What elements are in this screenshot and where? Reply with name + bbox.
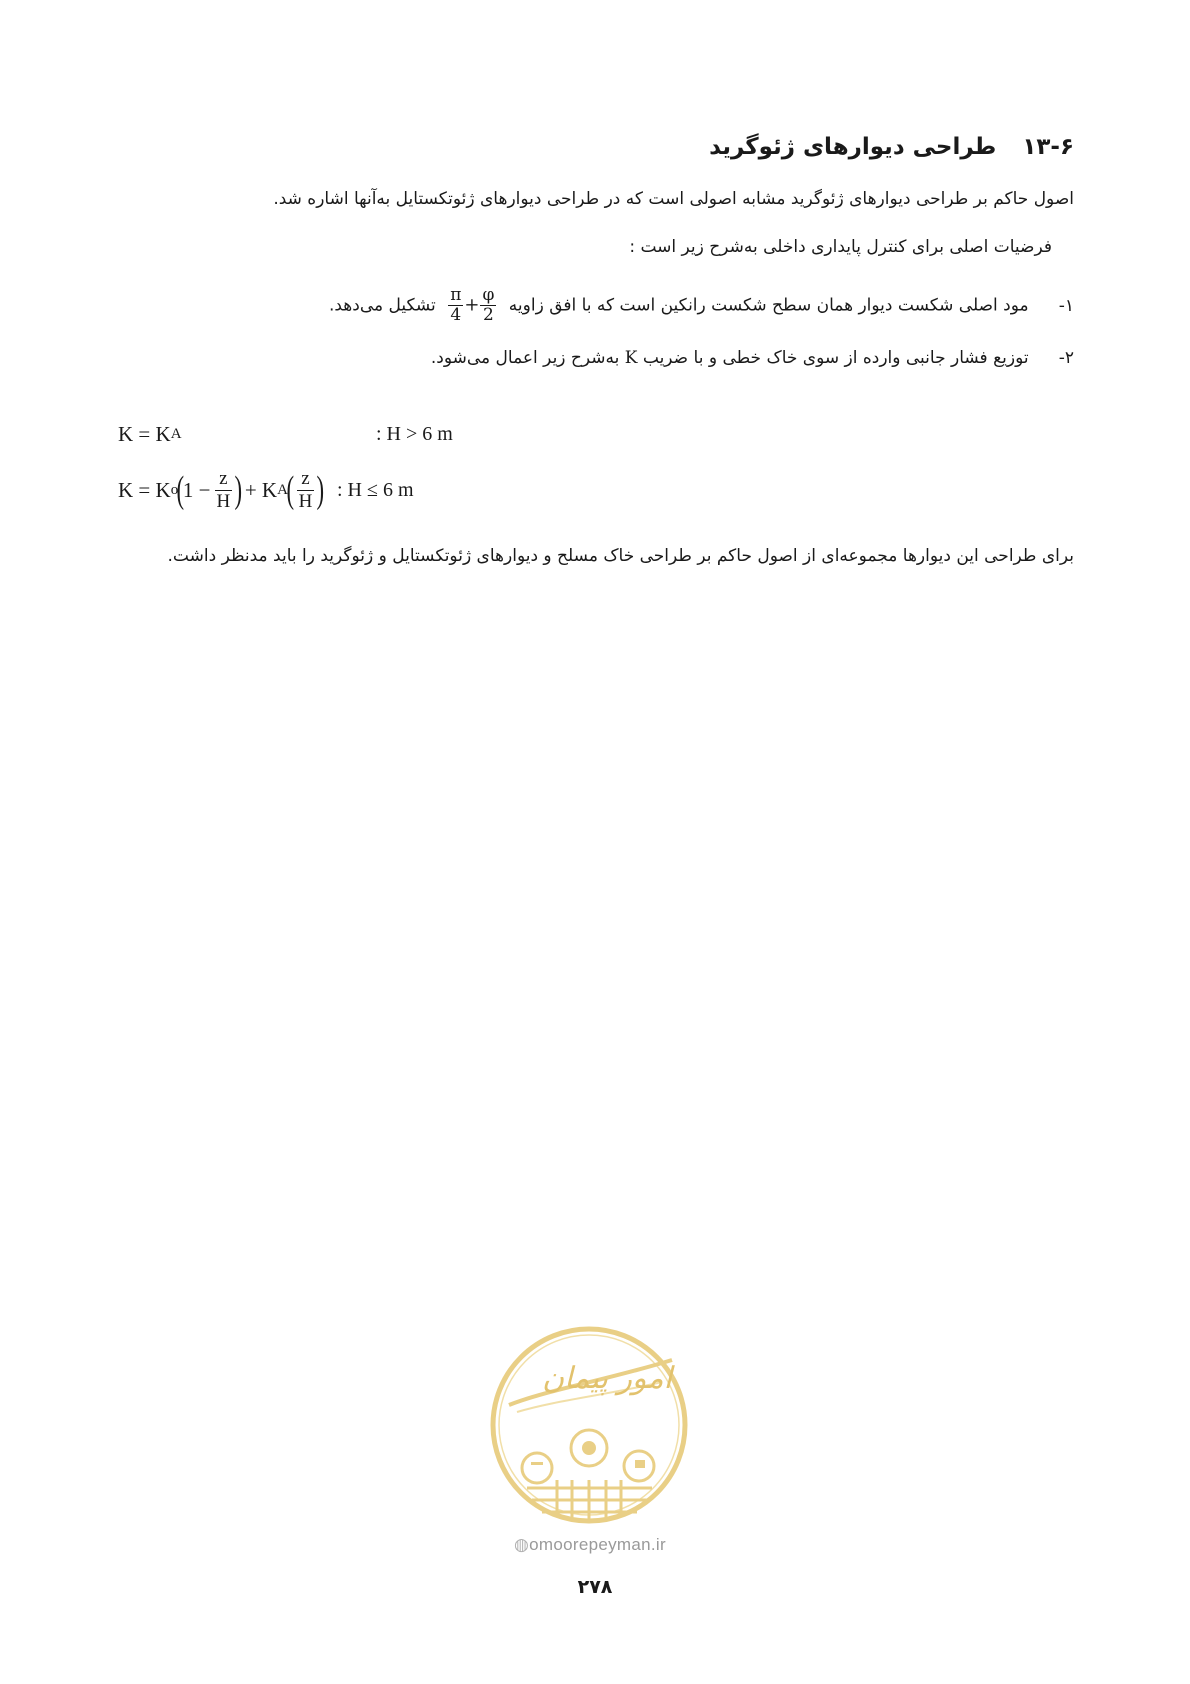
k-symbol: K bbox=[624, 348, 638, 368]
fraction-denominator: H bbox=[216, 490, 231, 512]
watermark-logo bbox=[487, 1320, 692, 1530]
section-heading bbox=[174, 130, 1074, 164]
page-number: ۲۷۸ bbox=[577, 1576, 613, 1598]
list-item-1 bbox=[114, 286, 1074, 325]
eq1-subscript: A bbox=[170, 426, 182, 442]
section-title: طراحی دیوارهای ژئوگرید bbox=[709, 134, 997, 160]
eq2-condition: : H ≤ 6 m bbox=[336, 478, 414, 501]
open-paren: ( bbox=[176, 469, 185, 511]
eq2-plus-k: + K bbox=[244, 477, 278, 502]
angle-formula bbox=[447, 286, 497, 325]
fraction-numerator: z bbox=[215, 468, 231, 491]
eq2-lhs: K = K bbox=[118, 477, 171, 502]
fraction-denominator: 4 bbox=[450, 305, 462, 325]
item-text-before: مود اصلی شکست دیوار همان سطح شکست رانکین است که با افق زاویه bbox=[508, 295, 1029, 316]
closing-paragraph: برای طراحی این دیوارها مجموعه‌ای از اصول حاکم بر طراحی خاک مسلح و دیوارهای ژئوتکستایل و ژئوگرید را باید مدنظر داشت. bbox=[167, 546, 1074, 566]
list-marker: ۲- bbox=[1058, 348, 1074, 368]
logo-script-text: امور پیمان bbox=[542, 1361, 672, 1396]
eq1-condition: : H > 6 m bbox=[376, 423, 453, 445]
eq2-subscript-a: A bbox=[277, 481, 288, 498]
globe-icon: ◍ bbox=[514, 1535, 530, 1554]
item-text-after: به‌شرح زیر اعمال می‌شود. bbox=[430, 348, 620, 368]
fraction-denominator: H bbox=[298, 490, 313, 512]
section-number: ۱۳-۶ bbox=[1022, 134, 1074, 160]
item-text-after: تشکیل می‌دهد. bbox=[328, 295, 436, 316]
fraction-denominator: 2 bbox=[483, 305, 494, 325]
list-marker: ۱- bbox=[1058, 295, 1074, 316]
pi-over-4-fraction bbox=[448, 286, 463, 325]
close-paren: ) bbox=[234, 469, 243, 511]
assumptions-intro: فرضیات اصلی برای کنترل پایداری داخلی به‌شرح زیر است : bbox=[629, 237, 1052, 257]
watermark-site: omoorepeyman.ir bbox=[529, 1535, 666, 1554]
fraction-numerator: π bbox=[450, 285, 462, 305]
equation-h-greater-6 bbox=[118, 422, 453, 447]
z-over-h-fraction bbox=[212, 468, 234, 513]
fraction-numerator: z bbox=[297, 468, 313, 491]
fraction-numerator: φ bbox=[482, 285, 495, 305]
eq2-subscript-o: o bbox=[170, 481, 179, 498]
watermark-site-text bbox=[490, 1535, 690, 1555]
item-text-before: توزیع فشار جانبی وارده از سوی خاک خطی و با ضریب bbox=[642, 348, 1029, 368]
equation-h-less-equal-6 bbox=[118, 462, 414, 518]
phi-over-2-fraction bbox=[480, 286, 496, 325]
list-item-2 bbox=[114, 342, 1074, 374]
intro-paragraph: اصول حاکم بر طراحی دیوارهای ژئوگرید مشابه اصولی است که در طراحی دیوارهای ژئوتکستایل به‌آنها اشاره شد. bbox=[273, 189, 1074, 209]
eq2-one-minus: 1 − bbox=[182, 477, 211, 502]
z-over-h-fraction bbox=[295, 468, 317, 513]
close-paren: ) bbox=[316, 469, 325, 511]
open-paren: ( bbox=[286, 469, 295, 511]
plus-sign: + bbox=[464, 294, 480, 316]
eq1-lhs: K = K bbox=[118, 422, 171, 446]
